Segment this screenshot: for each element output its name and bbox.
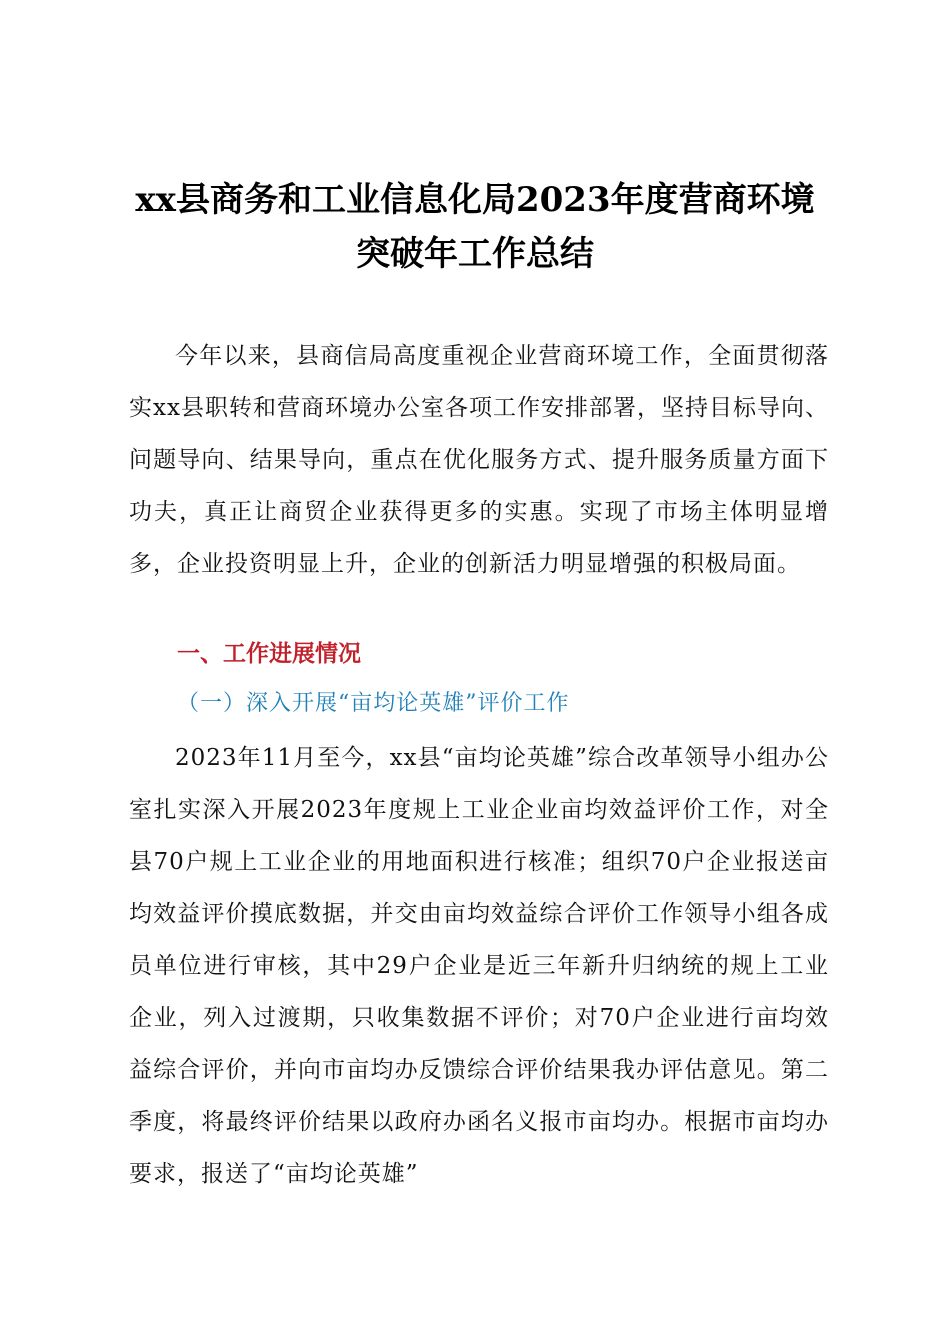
intro-paragraph: 今年以来，县商信局高度重视企业营商环境工作，全面贯彻落实xx县职转和营商环境办公室各项工作安排部署，坚持目标导向、问题导向、结果导向，重点在优化服务方式、提升服务质量方面下功夫，真正让商贸企业获得更多的实惠。实现了市场主体明显增多，企业投资明显上升，企业的创新活力明显增强的积极局面。	[129, 343, 829, 577]
document-title-line-1: xx县商务和工业信息化局2023年度营商环境	[135, 180, 815, 220]
section-heading-work-progress: 一、工作进展情况	[177, 641, 361, 667]
subsection-paragraph-mu-evaluation: 2023年11月至今，xx县“亩均论英雄”综合改革领导小组办公室扎实深入开展2023年度规上工业企业亩均效益评价工作，对全县70户规上工业企业的用地面积进行核准；组织70户企业报送亩均效益评价摸底数据，并交由亩均效益综合评价工作领导小组各成员单位进行审核，其中29户企业是近三年新升归纳统的规上工业企业，列入过渡期，只收集数据不评价；对70户企业进行亩均效益综合评价，并向市亩均办反馈综合评价结果我办评估意见。第二季度，将最终评价结果以政府办函名义报市亩均办。根据市亩均办要求，报送了“亩均论英雄”	[129, 745, 829, 1187]
document-title-line-2: 突破年工作总结	[356, 234, 594, 274]
subsection-heading-mu-evaluation: （一）深入开展“亩均论英雄”评价工作	[177, 691, 570, 716]
